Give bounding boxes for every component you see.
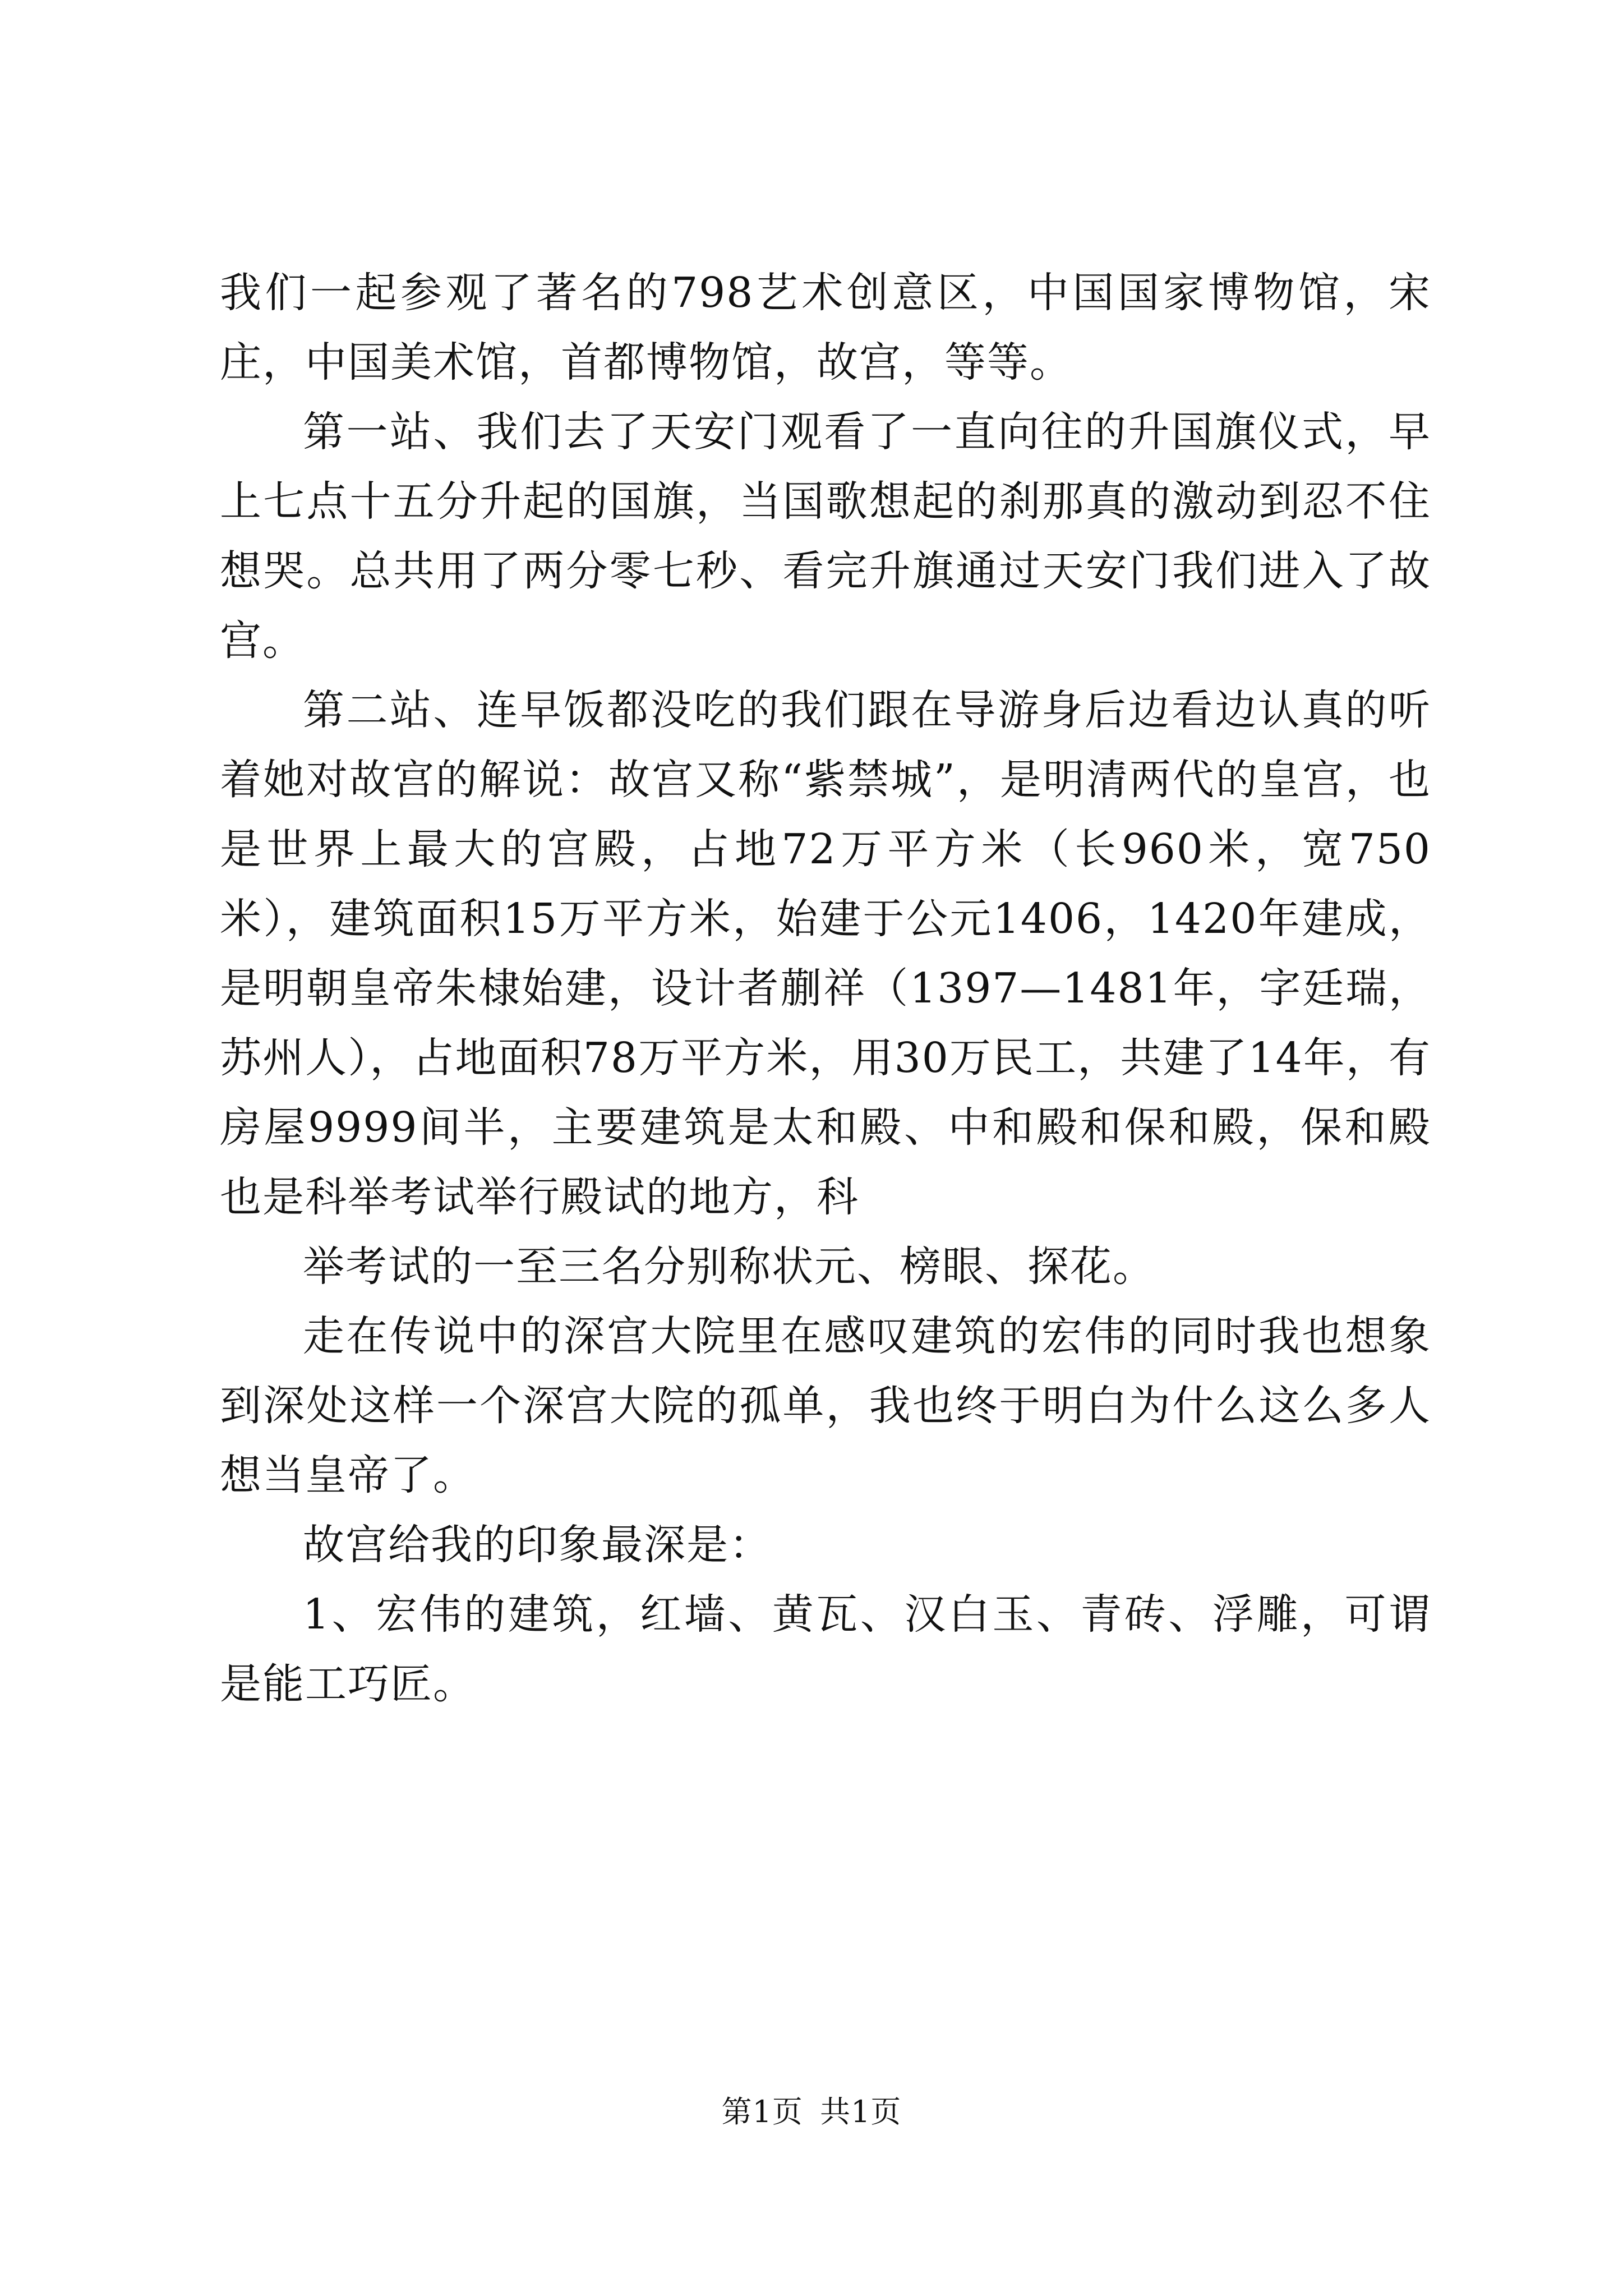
paragraph: 第一站、我们去了天安门观看了一直向往的升国旗仪式，早上七点十五分升起的国旗，当国歌想起的刹那真的激动到忍不住想哭。总共用了两分零七秒、看完升旗通过天安门我们进入了故宫。 (220, 408, 1431, 665)
paragraph: 故宫给我的印象最深是： (303, 1521, 772, 1569)
paragraph: 第二站、连早饭都没吃的我们跟在导游身后边看边认真的听着她对故宫的解说：故宫又称“紫禁城”，是明清两代的皇宫，也是世界上最大的宫殿，占地72万平方米（长960米，宽750米），建筑面积15万平方米，始建于公元1406，1420年建成，是明朝皇帝朱棣始建，设计者蒯祥（1397—1481年，字廷瑞，苏州人），占地面积78万平方米，用30万民工，共建了14年，有房屋9999间半，主要建筑是太和殿、中和殿和保和殿，保和殿也是科举考试举行殿试的地方，科 (220, 686, 1431, 1221)
paragraph: 举考试的一至三名分别称状元、榜眼、探花。 (303, 1243, 1155, 1291)
page-total: 共1页 (820, 2094, 902, 2129)
page-number: 第1页 (721, 2094, 803, 2129)
document-body (220, 258, 1431, 1719)
paragraph: 我们一起参观了著名的798艺术创意区，中国国家博物馆，宋庄，中国美术馆，首都博物馆，故宫，等等。 (220, 269, 1431, 386)
page-footer (0, 2092, 1623, 2132)
paragraph: 1、宏伟的建筑，红墙、黄瓦、汉白玉、青砖、浮雕，可谓是能工巧匠。 (220, 1590, 1431, 1708)
paragraph: 走在传说中的深宫大院里在感叹建筑的宏伟的同时我也想象到深处这样一个深宫大院的孤单，我也终于明白为什么这么多人想当皇帝了。 (220, 1312, 1431, 1499)
